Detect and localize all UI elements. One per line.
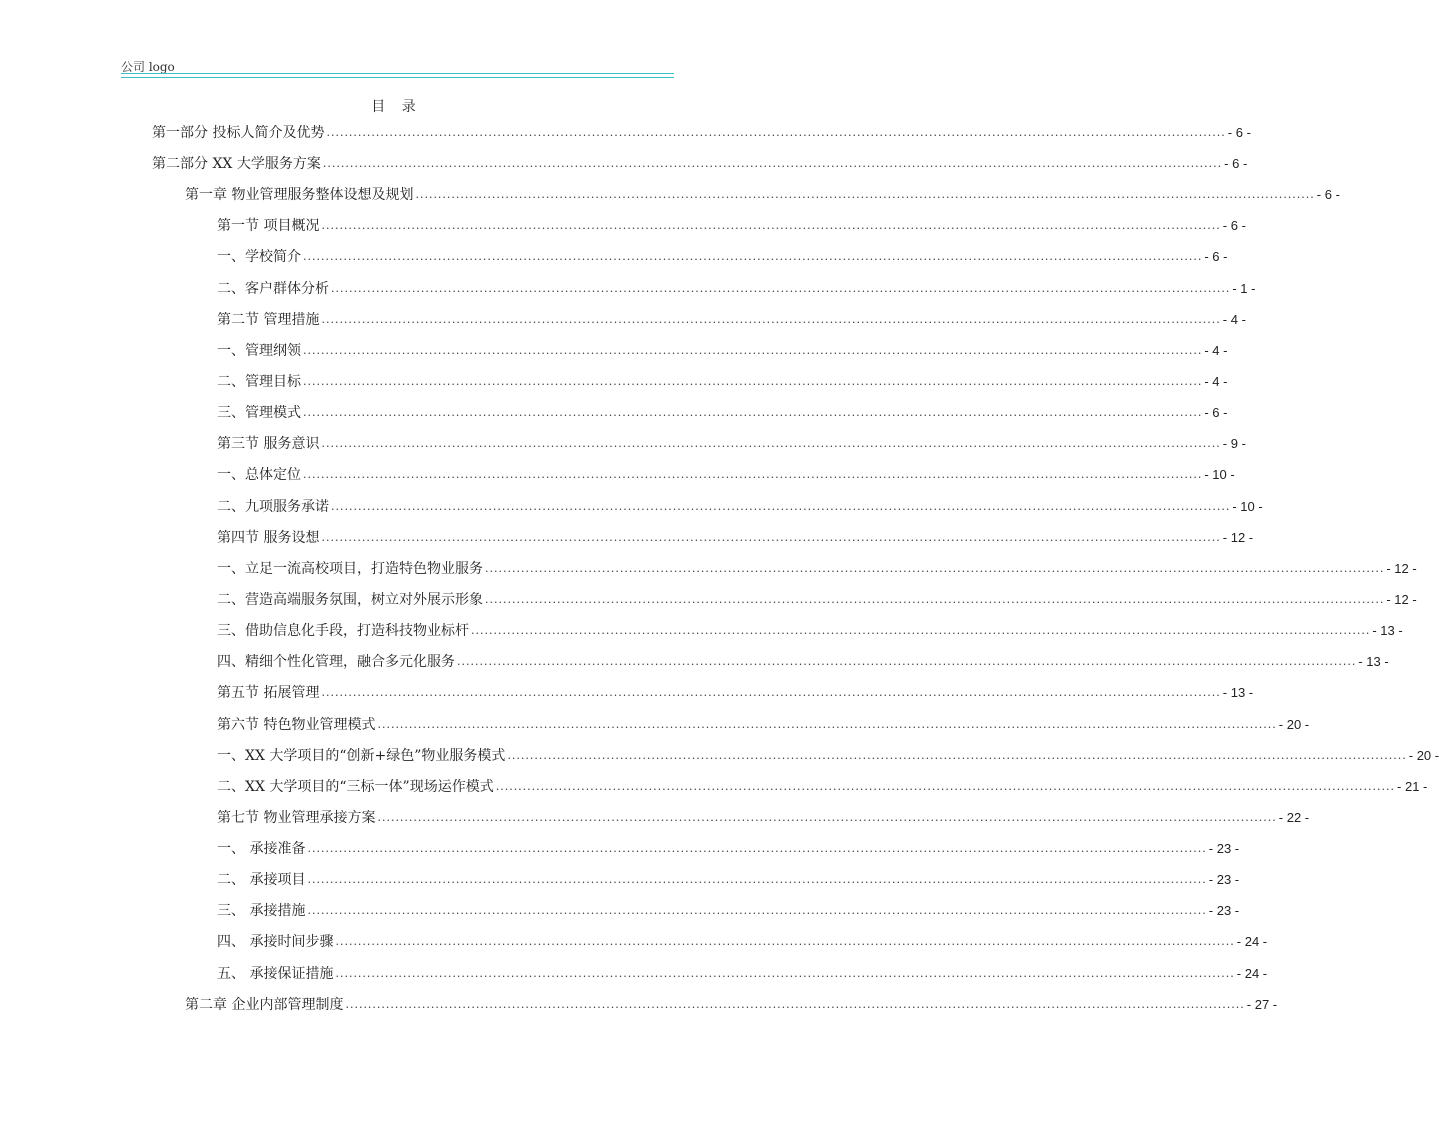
toc-entry-text: 一、管理纲领 xyxy=(217,343,301,359)
toc-leader-dots: ........................................................................................................................................................................................................ xyxy=(331,282,1231,295)
toc-entry[interactable] xyxy=(217,400,1228,422)
toc-entry-text: 二、客户群体分析 xyxy=(217,281,329,297)
toc-leader-dots: ........................................................................................................................................................................................................ xyxy=(495,780,1396,793)
toc-page-number: - 6 - xyxy=(1204,249,1228,264)
toc-page-number: - 21 - xyxy=(1397,779,1428,794)
toc-leader-dots: ........................................................................................................................................................................................................ xyxy=(331,500,1231,513)
toc-leader-dots: ........................................................................................................................................................................................................ xyxy=(345,998,1245,1011)
toc-leader-dots: ........................................................................................................................................................................................................ xyxy=(471,624,1371,637)
toc-page-number: - 4 - xyxy=(1204,343,1228,358)
toc-leader-dots: ........................................................................................................................................................................................................ xyxy=(307,842,1207,855)
toc-page-number: - 9 - xyxy=(1222,436,1246,451)
toc-leader-dots: ........................................................................................................................................................................................................ xyxy=(321,313,1221,326)
toc-entry-text: 一、总体定位 xyxy=(217,467,301,483)
header-rule-bottom xyxy=(121,77,674,78)
toc-leader-dots: ........................................................................................................................................................................................................ xyxy=(335,935,1235,948)
toc-entry[interactable] xyxy=(217,805,1310,827)
header-rule-top xyxy=(121,73,674,74)
toc-page-number: - 27 - xyxy=(1246,997,1278,1012)
toc-entry[interactable] xyxy=(217,712,1310,734)
toc-entry-text: 二、营造高端服务氛围，树立对外展示形象 xyxy=(217,592,483,608)
toc-page-number: - 6 - xyxy=(1224,156,1248,171)
toc-entry-text: 四、 承接时间步骤 xyxy=(217,934,334,950)
toc-page-number: - 13 - xyxy=(1222,685,1254,700)
toc-leader-dots: ........................................................................................................................................................................................................ xyxy=(322,157,1223,170)
toc-entry[interactable] xyxy=(217,649,1389,671)
toc-page-number: - 4 - xyxy=(1222,312,1246,327)
toc-page-number: - 22 - xyxy=(1278,810,1310,825)
toc-leader-dots: ........................................................................................................................................................................................................ xyxy=(321,686,1221,699)
toc-leader-dots: ........................................................................................................................................................................................................ xyxy=(377,718,1277,731)
toc-entry-text: 一、XX 大学项目的“创新+绿色”物业服务模式 xyxy=(217,748,506,764)
toc-entry-text: 五、 承接保证措施 xyxy=(217,966,334,982)
toc-leader-dots: ........................................................................................................................................................................................................ xyxy=(321,531,1221,544)
toc-page-number: - 13 - xyxy=(1358,654,1389,669)
toc-entry-text: 四、精细个性化管理，融合多元化服务 xyxy=(217,654,455,670)
toc-entry-text: 三、 承接措施 xyxy=(217,903,306,919)
toc-entry[interactable] xyxy=(217,867,1240,889)
toc-entry-text: 一、立足一流高校项目，打造特色物业服务 xyxy=(217,561,483,577)
toc-entry-text: 二、九项服务承诺 xyxy=(217,499,329,515)
toc-entry[interactable] xyxy=(217,774,1428,796)
toc-entry-text: 二、管理目标 xyxy=(217,374,301,390)
toc-entry-text: 第七节 物业管理承接方案 xyxy=(217,810,376,826)
toc-entry-text: 第二节 管理措施 xyxy=(217,312,320,328)
toc-entry[interactable] xyxy=(217,618,1403,640)
toc-entry[interactable] xyxy=(152,151,1248,173)
toc-entry-text: 第四节 服务设想 xyxy=(217,530,320,546)
toc-entry[interactable] xyxy=(217,462,1235,484)
toc-entry[interactable] xyxy=(217,369,1228,391)
toc-page-number: - 6 - xyxy=(1227,125,1251,140)
toc-page-number: - 6 - xyxy=(1316,187,1340,202)
toc-page-number: - 23 - xyxy=(1208,841,1240,856)
toc-leader-dots: ........................................................................................................................................................................................................ xyxy=(415,188,1315,201)
toc-entry-text: 第二部分 XX 大学服务方案 xyxy=(152,156,321,172)
toc-entry[interactable] xyxy=(217,213,1246,235)
toc-entry-text: 二、 承接项目 xyxy=(217,872,306,888)
toc-entry[interactable] xyxy=(217,338,1228,360)
toc-entry[interactable] xyxy=(217,431,1246,453)
toc-leader-dots: ........................................................................................................................................................................................................ xyxy=(457,655,1357,668)
toc-leader-dots: ........................................................................................................................................................................................................ xyxy=(303,468,1203,481)
toc-leader-dots: ........................................................................................................................................................................................................ xyxy=(303,344,1203,357)
toc-page-number: - 1 - xyxy=(1232,281,1256,296)
toc-entry-text: 三、借助信息化手段，打造科技物业标杆 xyxy=(217,623,469,639)
toc-entry[interactable] xyxy=(185,992,1278,1014)
toc-leader-dots: ........................................................................................................................................................................................................ xyxy=(485,562,1385,575)
toc-entry[interactable] xyxy=(217,961,1268,983)
toc-leader-dots: ........................................................................................................................................................................................................ xyxy=(303,406,1203,419)
toc-entry-text: 第一部分 投标人简介及优势 xyxy=(152,125,325,141)
toc-page-number: - 23 - xyxy=(1208,903,1240,918)
toc-entry-text: 第一节 项目概况 xyxy=(217,218,320,234)
toc-entry-text: 第一章 物业管理服务整体设想及规划 xyxy=(185,187,414,203)
toc-leader-dots: ........................................................................................................................................................................................................ xyxy=(321,437,1221,450)
toc-entry[interactable] xyxy=(185,182,1340,204)
toc-leader-dots: ........................................................................................................................................................................................................ xyxy=(321,219,1221,232)
toc-entry-text: 三、管理模式 xyxy=(217,405,301,421)
toc-page-number: - 13 - xyxy=(1372,623,1403,638)
toc-entry-text: 一、 承接准备 xyxy=(217,841,306,857)
toc-entry[interactable] xyxy=(217,244,1228,266)
toc-entry[interactable] xyxy=(217,680,1254,702)
toc-entry[interactable] xyxy=(217,307,1246,329)
toc-page-number: - 20 - xyxy=(1278,717,1310,732)
toc-entry-text: 第五节 拓展管理 xyxy=(217,685,320,701)
toc-page-number: - 10 - xyxy=(1204,467,1235,482)
toc-entry[interactable] xyxy=(217,898,1240,920)
toc-leader-dots: ........................................................................................................................................................................................................ xyxy=(507,749,1407,762)
toc-entry-text: 第三节 服务意识 xyxy=(217,436,320,452)
toc-entry[interactable] xyxy=(217,494,1263,516)
toc-entry-text: 第二章 企业内部管理制度 xyxy=(185,997,344,1013)
toc-entry[interactable] xyxy=(152,120,1251,142)
toc-entry[interactable] xyxy=(217,929,1268,951)
toc-page-number: - 12 - xyxy=(1222,530,1254,545)
toc-entry-text: 第六节 特色物业管理模式 xyxy=(217,717,376,733)
toc-page-number: - 6 - xyxy=(1204,405,1228,420)
toc-title: 目 录 xyxy=(371,99,422,115)
toc-page-number: - 12 - xyxy=(1386,561,1417,576)
toc-entry[interactable] xyxy=(217,276,1256,298)
toc-leader-dots: ........................................................................................................................................................................................................ xyxy=(307,904,1207,917)
toc-leader-dots: ........................................................................................................................................................................................................ xyxy=(377,811,1277,824)
toc-entry[interactable] xyxy=(217,587,1417,609)
toc-leader-dots: ........................................................................................................................................................................................................ xyxy=(303,250,1203,263)
toc-page-number: - 4 - xyxy=(1204,374,1228,389)
toc-page-number: - 6 - xyxy=(1222,218,1246,233)
toc-leader-dots: ........................................................................................................................................................................................................ xyxy=(303,375,1203,388)
toc-page-number: - 23 - xyxy=(1208,872,1240,887)
toc-page-number: - 24 - xyxy=(1236,934,1268,949)
toc-page-number: - 20 - xyxy=(1408,748,1439,763)
toc-page-number: - 10 - xyxy=(1232,499,1263,514)
toc-entry[interactable] xyxy=(217,556,1417,578)
toc-leader-dots: ........................................................................................................................................................................................................ xyxy=(326,126,1226,139)
toc-entry[interactable] xyxy=(217,836,1240,858)
toc-entry-text: 一、学校简介 xyxy=(217,249,301,265)
toc-leader-dots: ........................................................................................................................................................................................................ xyxy=(307,873,1207,886)
header-logo: 公司 logo xyxy=(121,60,175,74)
toc-entry-text: 二、XX 大学项目的“三标一体”现场运作模式 xyxy=(217,779,494,795)
toc-leader-dots: ........................................................................................................................................................................................................ xyxy=(335,967,1235,980)
toc-page-number: - 12 - xyxy=(1386,592,1417,607)
toc-entry[interactable] xyxy=(217,743,1439,765)
toc-page-number: - 24 - xyxy=(1236,966,1268,981)
toc-leader-dots: ........................................................................................................................................................................................................ xyxy=(485,593,1385,606)
toc-entry[interactable] xyxy=(217,525,1254,547)
